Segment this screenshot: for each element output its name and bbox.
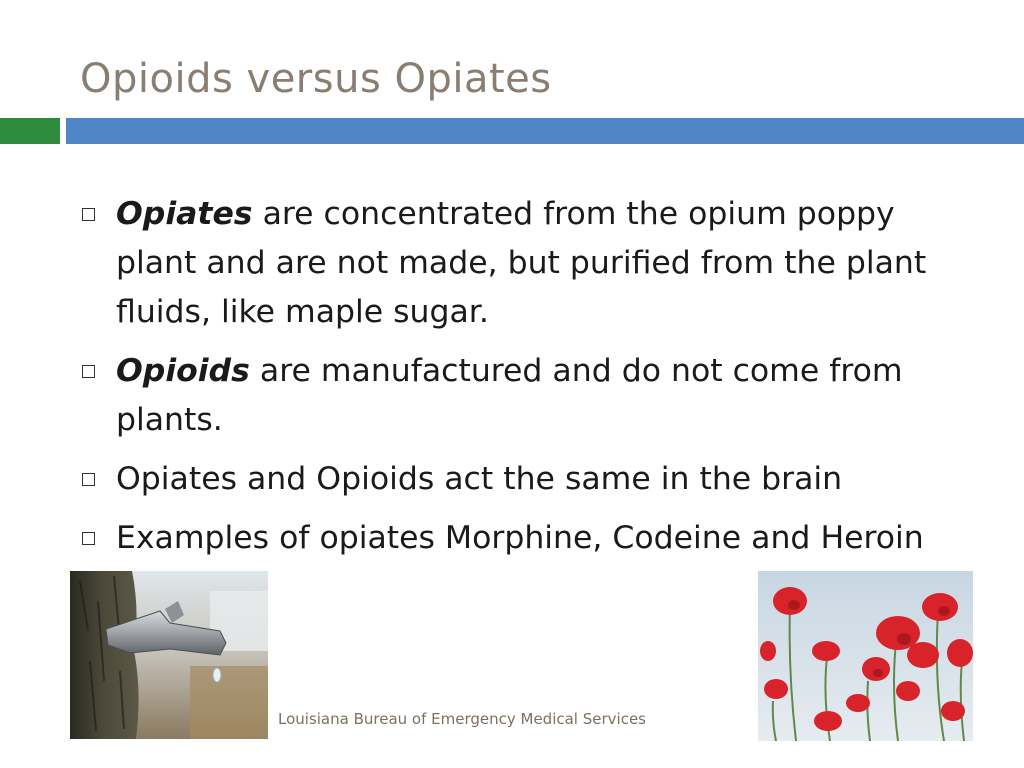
bullet-text: are concentrated from the opium poppy plant and are not made, but purified from the plant fluids, like maple sugar. [116, 196, 927, 330]
bullet-item [80, 455, 985, 504]
slide-title: Opioids versus Opiates [80, 56, 552, 102]
bullet-text: Opiates and Opioids act the same in the brain [116, 461, 843, 497]
bullet-term: Opiates [116, 196, 253, 232]
accent-bar-blue [66, 118, 1024, 144]
square-bullet-icon [82, 473, 95, 486]
maple-tap-photo [70, 571, 268, 739]
slide-footer: Louisiana Bureau of Emergency Medical Services [278, 710, 646, 728]
bullet-item [80, 514, 985, 563]
square-bullet-icon [82, 532, 95, 545]
accent-bar-green [0, 118, 60, 144]
square-bullet-icon [82, 365, 95, 378]
bullet-term: Opioids [116, 353, 250, 389]
bullet-item [80, 190, 985, 337]
bullet-list [80, 190, 985, 573]
bullet-item [80, 347, 985, 445]
poppy-field-photo [758, 571, 973, 741]
square-bullet-icon [82, 208, 95, 221]
bullet-text: are manufactured and do not come from plants. [116, 353, 903, 438]
bullet-text: Examples of opiates Morphine, Codeine and Heroin [116, 520, 924, 556]
